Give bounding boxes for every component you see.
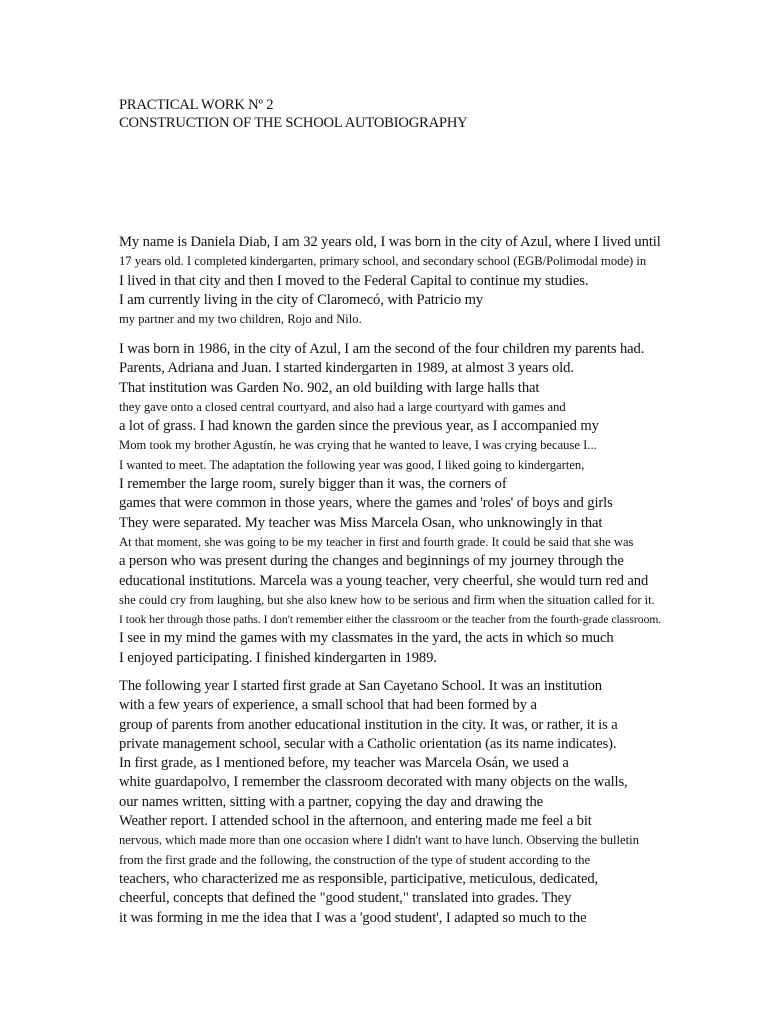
text-line: At that moment, she was going to be my teacher in first and fourth grade. It could be said that she was — [119, 534, 634, 549]
text-line: a lot of grass. I had known the garden since the previous year, as I accompanied my — [119, 418, 599, 435]
text-line: I am currently living in the city of Claromecó, with Patricio my — [119, 291, 484, 308]
text-line: I lived in that city and then I moved to the Federal Capital to continue my studies. — [119, 272, 589, 289]
text-line: They were separated. My teacher was Miss Marcela Osan, who unknowingly in that — [119, 514, 603, 531]
document-heading — [119, 96, 468, 132]
text-line: it was forming in me the idea that I was a 'good student', I adapted so much to the — [119, 909, 587, 926]
text-line: I enjoyed participating. I finished kindergarten in 1989. — [119, 649, 437, 666]
heading-line: PRACTICAL WORK Nº 2 — [119, 97, 274, 113]
text-line: she could cry from laughing, but she also knew how to be serious and firm when the situation called for it. — [119, 592, 655, 607]
text-line: our names written, sitting with a partner, copying the day and drawing the — [119, 793, 544, 810]
text-line: group of parents from another educational institution in the city. It was, or rather, it is a — [119, 716, 618, 733]
text-line: they gave onto a closed central courtyard, and also had a large courtyard with games and — [119, 399, 566, 414]
text-line: educational institutions. Marcela was a young teacher, very cheerful, she would turn red and — [119, 572, 649, 589]
text-line: My name is Daniela Diab, I am 32 years old, I was born in the city of Azul, where I lived until — [119, 234, 661, 250]
text-line: That institution was Garden No. 902, an old building with large halls that — [119, 379, 540, 396]
text-line: I see in my mind the games with my classmates in the yard, the acts in which so much — [119, 630, 614, 647]
text-line: Parents, Adriana and Juan. I started kindergarten in 1989, at almost 3 years old. — [119, 360, 574, 377]
text-line: I wanted to meet. The adaptation the following year was good, I liked going to kindergarten, — [119, 457, 585, 472]
text-line: nervous, which made more than one occasion where I didn't want to have lunch. Observing the bulletin — [119, 833, 639, 848]
text-line: private management school, secular with a Catholic orientation (as its name indicates). — [119, 735, 617, 752]
text-line: In first grade, as I mentioned before, my teacher was Marcela Osán, we used a — [119, 755, 569, 772]
text-line: games that were common in those years, where the games and 'roles' of boys and girls — [119, 495, 613, 512]
text-line: with a few years of experience, a small school that had been formed by a — [119, 697, 537, 714]
text-line: a person who was present during the changes and beginnings of my journey through the — [119, 553, 624, 570]
text-line: my partner and my two children, Rojo and Nilo. — [119, 312, 362, 327]
text-line: Mom took my brother Agustín, he was crying that he wanted to leave, I was crying because I... — [119, 438, 597, 453]
heading-line: CONSTRUCTION OF THE SCHOOL AUTOBIOGRAPHY — [119, 115, 468, 131]
paragraph-kindergarten — [119, 340, 679, 668]
paragraph-intro — [119, 233, 679, 329]
text-line: white guardapolvo, I remember the classroom decorated with many objects on the walls, — [119, 774, 628, 791]
text-line: I remember the large room, surely bigger than it was, the corners of — [119, 476, 507, 493]
paragraph-first-grade — [119, 677, 679, 928]
text-line: The following year I started first grade at San Cayetano School. It was an institution — [119, 678, 603, 694]
text-line: I took her through those paths. I don't remember either the classroom or the teacher from the fourth-grade classroom. — [119, 613, 662, 627]
text-line: Weather report. I attended school in the afternoon, and entering made me feel a bit — [119, 813, 592, 830]
text-line: cheerful, concepts that defined the "good student," translated into grades. They — [119, 890, 572, 907]
text-line: 17 years old. I completed kindergarten, primary school, and secondary school (EGB/Polimodal mode) in — [119, 254, 647, 269]
text-line: I was born in 1986, in the city of Azul, I am the second of the four children my parents had. — [119, 341, 645, 357]
text-line: teachers, who characterized me as responsible, participative, meticulous, dedicated, — [119, 870, 599, 887]
text-line: from the first grade and the following, the construction of the type of student according to the — [119, 852, 591, 867]
